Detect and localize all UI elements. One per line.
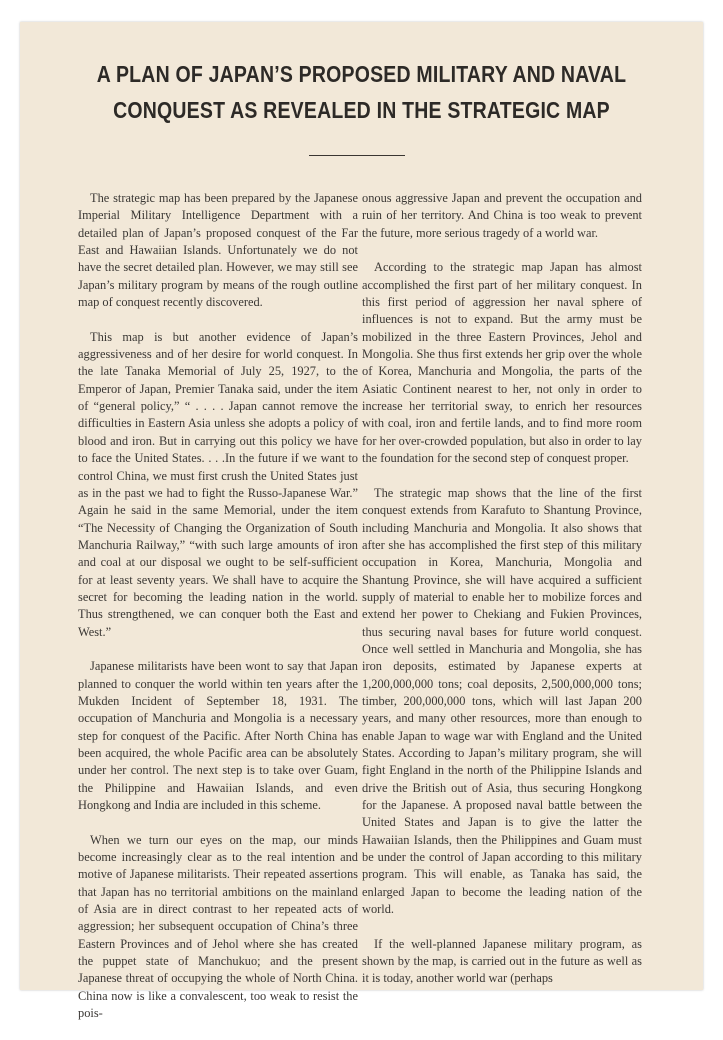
document-title-line-1: A PLAN OF JAPAN’S PROPOSED MILITARY AND NAVAL	[96, 61, 627, 88]
left-column	[78, 190, 358, 1040]
paragraph: This map is but another evidence of Japan’s aggressiveness and of her desire for world conquest. In the late Tanaka Memorial of July 25, 1927, to the Emperor of Japan, Premier Tanaka said, under the item of “general policy,” “ . . . . Japan cannot remove the difficulties in Eastern Asia unless she adopts a policy of blood and iron. But in carrying out this policy we have to face the United States. . . .In the future if we want to control China, we must first crush the United States just as in the past we had to fight the Russo-Japanese War.” Again he said in the same Memorial, under the item “The Necessity of Changing the Organization of South Manchuria Railway,” “with such large amounts of iron and coal at our disposal we ought to be self-sufficient for at least seventy years. We shall have to acquire the secret for becoming the leading nation in the world. Thus strengthened, we can conquer both the East and West.”	[78, 329, 358, 639]
title-divider	[309, 155, 405, 156]
document-title-line-2: CONQUEST AS REVEALED IN THE STRATEGIC MAP	[113, 97, 610, 124]
paragraph: According to the strategic map Japan has almost accomplished the first part of her military conquest. In this first period of aggression her naval sphere of influences is not to expand. But the army must be mobilized in the three Eastern Provinces, Jehol and Mongolia. She thus first extends her grip over the whole of Korea, Manchuria and Mongolia, the parts of the Asiatic Continent nearest to her, not only in order to increase her territorial sway, to enrich her resources with coal, iron and fertile lands, and to find more room for her over-crowded population, but also in order to lay the foundation for the second step of conquest proper.	[362, 260, 642, 466]
right-column	[362, 190, 642, 1005]
paragraph: Japanese militarists have been wont to say that Japan planned to conquer the world within ten years after the Mukden Incident of September 18, 1931. The occupation of Manchuria and Mongolia is a necessary step for conquest of the Pacific. After North China has been acquired, the whole Pacific area can be absolutely under her control. The next step is to take over Guam, the Philippine and Hawaiian Islands, and even Hongkong and India are included in this scheme.	[78, 659, 358, 813]
paragraph: When we turn our eyes on the map, our minds become increasingly clear as to the real intention and motive of Japanese militarists. Their repeated assertions that Japan has no territorial ambitions on the mainland of Asia are in direct contrast to her repeated acts of aggression; her subsequent occupation of China’s three Eastern Provinces and of Jehol where she has created the puppet state of Manchukuo; and the present Japanese threat of occupying the whole of North China. China now is like a convalescent, too weak to resist the pois-	[78, 832, 358, 1021]
paragraph: If the well-planned Japanese military program, as shown by the map, is carried out in the future as well as it is today, another world war (perhaps	[362, 936, 642, 986]
paragraph: The strategic map has been prepared by the Japanese Imperial Military Intelligence Department with a detailed plan of Japan’s proposed conquest of the Far East and Hawaiian Islands. Unfortunately we do not have the secret detailed plan. However, we may still see Japan’s military program by means of the rough outline map of conquest recently discovered.	[78, 191, 358, 310]
paragraph: onous aggressive Japan and prevent the occupation and ruin of her territory. And China is too weak to prevent the future, more serious tragedy of a world war.	[362, 191, 642, 240]
paragraph: The strategic map shows that the line of the first conquest extends from Karafuto to Shantung Province, including Manchuria and Mongolia. It also shows that after she has accomplished the first step of this military occupation in Korea, Manchuria, Mongolia and Shantung Province, she will have acquired a sufficient supply of material to enable her to mobilize forces and extend her power to Chekiang and Fukien Provinces, thus securing naval bases for future world conquest. Once well settled in Manchuria and Mongolia, she has iron deposits, estimated by Japanese experts at 1,200,000,000 tons; coal deposits, 2,500,000,000 tons; timber, 200,000,000 tons, which will last Japan 200 years, and many other resources, more than enough to enable Japan to wage war with England and the United States. According to Japan’s military program, she will fight England in the north of the Philippine Islands and drive the British out of Asia, thus securing Hongkong for the Japanese. A proposed naval battle between the United States and Japan is to give the latter the Hawaiian Islands, then the Philippines and Guam must be under the control of Japan according to this military program. This will enable, as Tanaka has said, the enlarged Japan to become the leading nation of the world.	[362, 485, 642, 917]
